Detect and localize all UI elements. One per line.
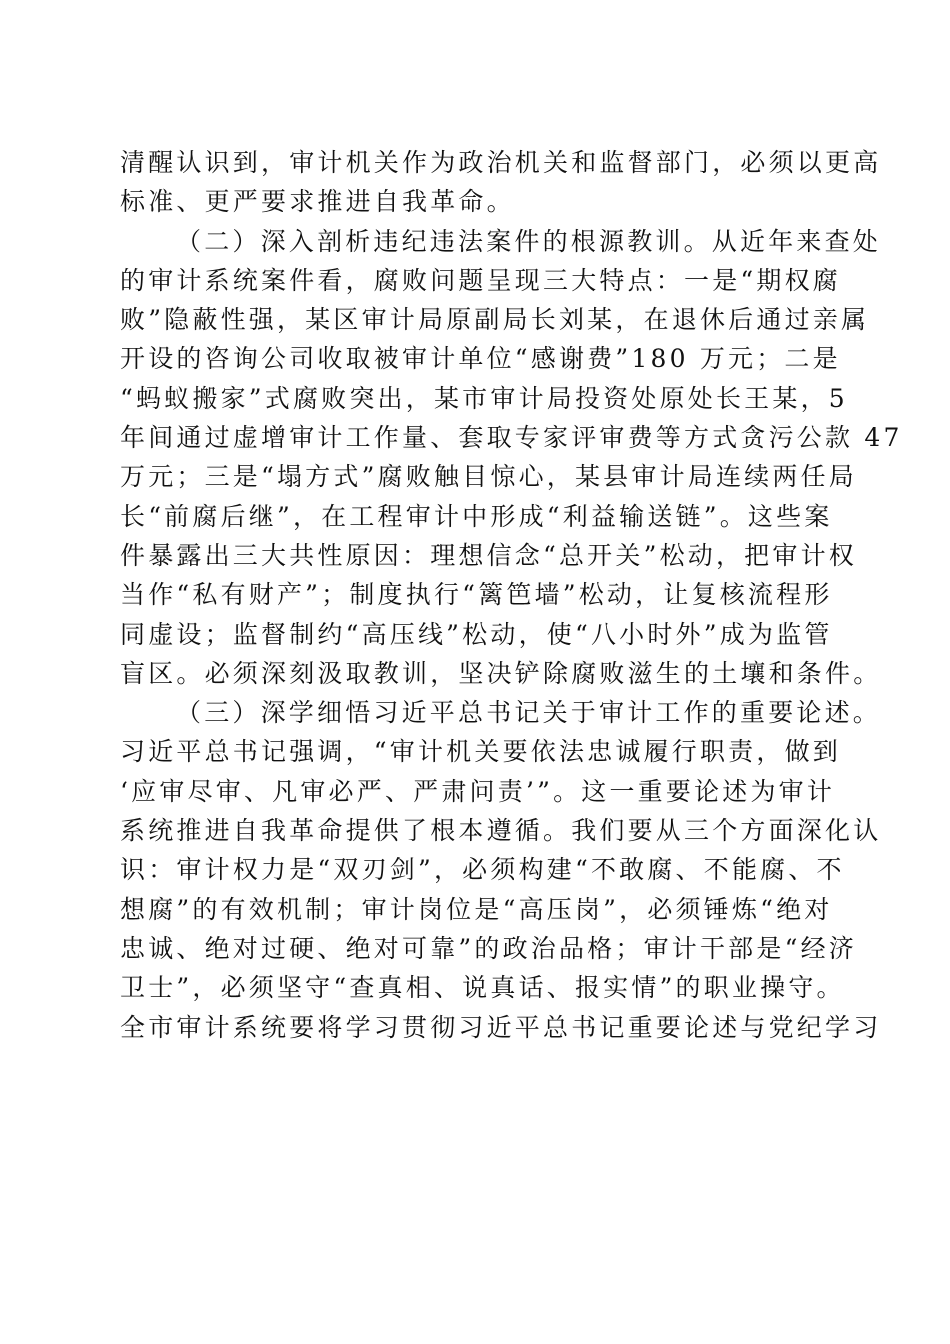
text-line: 件暴露出三大共性原因：理想信念“总开关”松动，把审计权 <box>120 540 857 570</box>
text-line: 想腐”的有效机制；审计岗位是“高压岗”，必须锤炼“绝对 <box>120 894 833 924</box>
section-heading-line: （三）深学细悟习近平总书记关于审计工作的重要论述。 <box>176 698 882 728</box>
text-line: 开设的咨询公司收取被审计单位“感谢费”180 万元；二是 <box>120 344 841 374</box>
text-line: 同虚设；监督制约“高压线”松动，使“八小时外”成为监管 <box>120 619 833 649</box>
text-line: 系统推进自我革命提供了根本遵循。我们要从三个方面深化认 <box>120 816 882 846</box>
text-line: 清醒认识到，审计机关作为政治机关和监督部门，必须以更高 <box>120 148 882 177</box>
body-text <box>120 143 903 1047</box>
text-line: “蚂蚁搬家”式腐败突出，某市审计局投资处原处长王某，5 <box>120 383 848 413</box>
text-line: 识：审计权力是“双刃剑”，必须构建“不敢腐、不能腐、不 <box>120 855 845 885</box>
text-line: 全市审计系统要将学习贯彻习近平总书记重要论述与党纪学习 <box>120 1012 882 1042</box>
text-line: 的审计系统案件看，腐败问题呈现三大特点：一是“期权腐 <box>120 265 841 295</box>
text-line: ‘应审尽审、凡审必严、严肃问责’”。这一重要论述为审计 <box>120 776 836 806</box>
text-line: 当作“私有财产”；制度执行“篱笆墙”松动，让复核流程形 <box>120 580 833 610</box>
section-heading-line: （二）深入剖析违纪违法案件的根源教训。从近年来查处 <box>176 226 882 256</box>
text-line: 败”隐蔽性强，某区审计局原副局长刘某，在退休后通过亲属 <box>120 305 870 335</box>
text-line: 年间通过虚增审计工作量、套取专家评审费等方式贪污公款 47 <box>120 423 903 453</box>
text-line: 忠诚、绝对过硬、绝对可靠”的政治品格；审计干部是“经济 <box>120 933 857 963</box>
text-line: 盲区。必须深刻汲取教训，坚决铲除腐败滋生的土壤和条件。 <box>120 658 882 688</box>
text-line: 长“前腐后继”，在工程审计中形成“利益输送链”。这些案 <box>120 501 833 531</box>
text-line: 万元；三是“塌方式”腐败触目惊心，某县审计局连续两任局 <box>120 462 857 492</box>
text-line: 习近平总书记强调，“审计机关要依法忠诚履行职责，做到 <box>120 737 841 767</box>
text-line: 标准、更严要求推进自我革命。 <box>120 187 515 217</box>
text-line: 卫士”，必须坚守“查真相、说真话、报实情”的职业操守。 <box>120 973 845 1003</box>
